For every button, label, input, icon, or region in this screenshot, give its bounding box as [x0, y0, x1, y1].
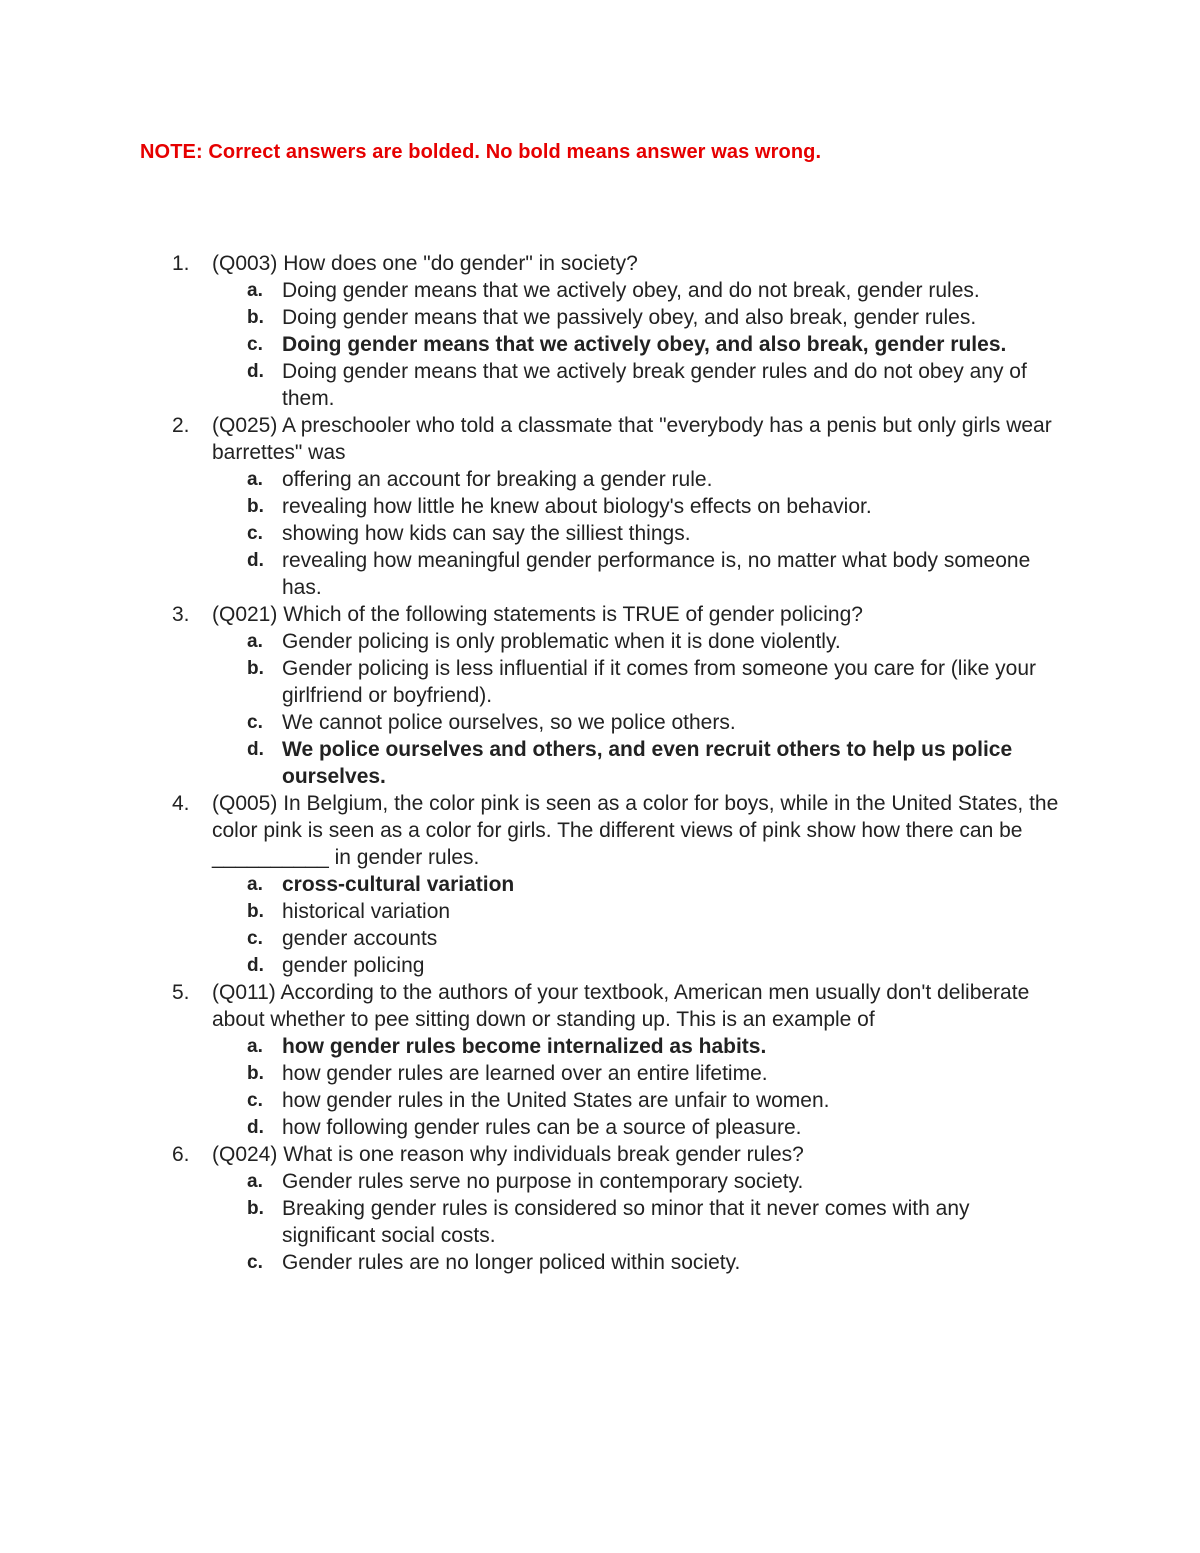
option-letter: a.: [247, 874, 263, 895]
option-letter: b.: [247, 901, 264, 922]
option-text: We police ourselves and others, and even recruit others to help us police ourselves.: [282, 738, 1013, 788]
option-text: We cannot police ourselves, so we police others.: [282, 711, 736, 734]
question: [0, 412, 1200, 601]
question: [0, 601, 1200, 790]
answer-option: [0, 952, 1200, 979]
option-letter: c.: [247, 334, 263, 355]
option-text: revealing how meaningful gender performance is, no matter what body someone has.: [282, 549, 1031, 599]
option-text: Gender policing is only problematic when it is done violently.: [282, 630, 841, 653]
answer-option: [0, 1195, 1200, 1249]
option-text: Doing gender means that we passively obey, and also break, gender rules.: [282, 306, 977, 329]
answer-option: [0, 1114, 1200, 1141]
answer-option: [0, 331, 1200, 358]
option-letter: d.: [247, 361, 264, 382]
option-text: Doing gender means that we actively obey, and also break, gender rules.: [282, 333, 1007, 356]
option-text: showing how kids can say the silliest things.: [282, 522, 691, 545]
answer-option: [0, 628, 1200, 655]
question-text: (Q024) What is one reason why individuals break gender rules?: [212, 1143, 804, 1166]
question-number: 6.: [172, 1143, 190, 1166]
question-number: 3.: [172, 603, 190, 626]
option-text: how gender rules in the United States are unfair to women.: [282, 1089, 830, 1112]
answer-option: [0, 1033, 1200, 1060]
question-text: (Q011) According to the authors of your textbook, American men usually don't deliberate about whether to pee sitting down or standing up. This is an example of: [212, 981, 1030, 1031]
option-text: how gender rules are learned over an entire lifetime.: [282, 1062, 768, 1085]
answer-option: [0, 871, 1200, 898]
option-letter: c.: [247, 1252, 263, 1273]
answer-option: [0, 736, 1200, 790]
option-letter: b.: [247, 307, 264, 328]
question-list: [0, 250, 1200, 1276]
option-letter: c.: [247, 712, 263, 733]
option-letter: d.: [247, 739, 264, 760]
option-text: gender accounts: [282, 927, 438, 950]
option-text: Gender rules serve no purpose in contemporary society.: [282, 1170, 804, 1193]
answer-options: [0, 1033, 1200, 1141]
question-text: (Q005) In Belgium, the color pink is seen as a color for boys, while in the United States, the color pink is seen as a color for girls. The different views of pink show how there can be __________ in gender rules.: [212, 792, 1059, 869]
question-number: 1.: [172, 252, 190, 275]
option-letter: d.: [247, 955, 264, 976]
answer-option: [0, 655, 1200, 709]
question: [0, 979, 1200, 1141]
option-letter: b.: [247, 1198, 264, 1219]
answer-options: [0, 628, 1200, 790]
answer-option: [0, 466, 1200, 493]
option-letter: c.: [247, 928, 263, 949]
option-letter: c.: [247, 1090, 263, 1111]
option-text: offering an account for breaking a gender rule.: [282, 468, 713, 491]
option-text: revealing how little he knew about biology's effects on behavior.: [282, 495, 872, 518]
answer-options: [0, 871, 1200, 979]
option-text: how gender rules become internalized as habits.: [282, 1035, 767, 1058]
option-letter: a.: [247, 631, 263, 652]
answer-option: [0, 520, 1200, 547]
question-number: 5.: [172, 981, 190, 1004]
option-text: historical variation: [282, 900, 451, 923]
option-letter: a.: [247, 1171, 263, 1192]
option-text: Gender rules are no longer policed within society.: [282, 1251, 741, 1274]
question-number: 4.: [172, 792, 190, 815]
option-letter: c.: [247, 523, 263, 544]
question: [0, 1141, 1200, 1276]
option-letter: a.: [247, 469, 263, 490]
question-number: 2.: [172, 414, 190, 437]
question: [0, 790, 1200, 979]
option-text: cross-cultural variation: [282, 873, 515, 896]
answer-options: [0, 1168, 1200, 1276]
answer-option: [0, 898, 1200, 925]
option-text: how following gender rules can be a source of pleasure.: [282, 1116, 802, 1139]
option-text: Doing gender means that we actively obey, and do not break, gender rules.: [282, 279, 980, 302]
question: [0, 250, 1200, 412]
answer-option: [0, 1168, 1200, 1195]
answer-options: [0, 466, 1200, 601]
option-letter: b.: [247, 658, 264, 679]
option-letter: a.: [247, 1036, 263, 1057]
answer-option: [0, 925, 1200, 952]
answer-option: [0, 358, 1200, 412]
question-text: (Q025) A preschooler who told a classmate that "everybody has a penis but only girls wear barrettes" was: [212, 414, 1052, 464]
answer-option: [0, 709, 1200, 736]
answer-option: [0, 547, 1200, 601]
option-text: gender policing: [282, 954, 425, 977]
answer-option: [0, 277, 1200, 304]
option-text: Gender policing is less influential if it comes from someone you care for (like your girlfriend or boyfriend).: [282, 657, 1036, 707]
option-text: Breaking gender rules is considered so minor that it never comes with any significant social costs.: [282, 1197, 970, 1247]
option-letter: b.: [247, 1063, 264, 1084]
option-text: Doing gender means that we actively break gender rules and do not obey any of them.: [282, 360, 1027, 410]
answer-option: [0, 1249, 1200, 1276]
note-heading: NOTE: Correct answers are bolded. No bold means answer was wrong.: [140, 141, 822, 163]
option-letter: d.: [247, 1117, 264, 1138]
answer-option: [0, 493, 1200, 520]
answer-options: [0, 277, 1200, 412]
option-letter: b.: [247, 496, 264, 517]
answer-option: [0, 1060, 1200, 1087]
answer-option: [0, 304, 1200, 331]
question-text: (Q003) How does one "do gender" in society?: [212, 252, 638, 275]
option-letter: a.: [247, 280, 263, 301]
answer-option: [0, 1087, 1200, 1114]
option-letter: d.: [247, 550, 264, 571]
question-text: (Q021) Which of the following statements is TRUE of gender policing?: [212, 603, 863, 626]
